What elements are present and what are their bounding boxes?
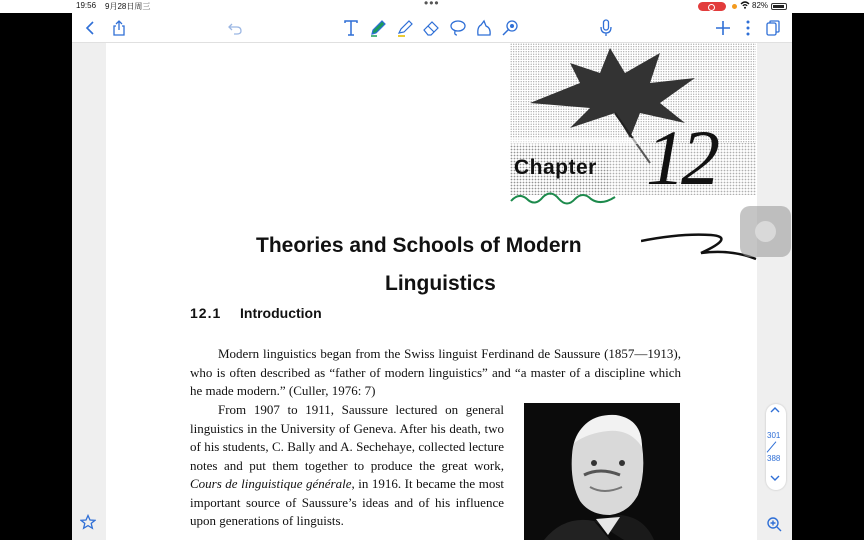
chapter-label: Chapter (514, 156, 597, 179)
add-icon[interactable] (714, 17, 732, 39)
page-down-icon[interactable] (770, 474, 780, 485)
section-title: Introduction (240, 305, 322, 321)
section-number: 12.1 (190, 305, 222, 321)
chapter-title-line2: Linguistics (385, 272, 496, 295)
floating-assistive-button[interactable] (740, 206, 791, 257)
left-gutter (72, 43, 106, 540)
status-bar (0, 0, 864, 13)
multitask-dots-icon[interactable]: ••• (424, 0, 440, 10)
pages-icon[interactable] (764, 17, 782, 39)
status-date: 9月28日周三 (105, 2, 151, 11)
more-icon[interactable] (742, 17, 754, 39)
page-navigator (766, 404, 786, 490)
green-ink-squiggle (509, 189, 619, 211)
share-icon[interactable] (110, 17, 128, 39)
bookmark-star-icon[interactable] (80, 514, 96, 535)
highlighter-icon[interactable] (395, 17, 415, 39)
microphone-icon[interactable] (598, 17, 614, 39)
left-letterbox (0, 13, 72, 540)
chapter-title-line1: Theories and Schools of Modern (256, 234, 582, 257)
battery-level: 82% (752, 1, 769, 10)
battery-icon (771, 3, 787, 10)
book-title: Cours de linguistique générale (190, 476, 352, 491)
paragraph-2-text-b: , in 1916. It became the most important source of Saussure’s ideas and of his influence upon generations of linguists. (190, 476, 504, 528)
right-letterbox (792, 13, 864, 540)
toolbar (0, 13, 864, 43)
lasso-icon[interactable] (448, 17, 468, 39)
pen-icon[interactable] (368, 17, 388, 39)
status-time: 19:56 (76, 1, 97, 10)
wifi-icon (740, 0, 750, 12)
paragraph-1 (190, 345, 681, 401)
text-tool-icon[interactable] (342, 17, 360, 39)
page-separator (767, 441, 777, 452)
document-page[interactable] (106, 43, 757, 540)
back-icon[interactable] (82, 17, 98, 39)
screen-record-icon[interactable] (698, 2, 726, 11)
eraser-icon[interactable] (421, 17, 441, 39)
sticker-icon[interactable] (500, 17, 520, 39)
shape-icon[interactable] (474, 17, 494, 39)
paragraph-1-text: Modern linguistics began from the Swiss linguist Ferdinand de Saussure (1857—1913), who is often described as “father of modern linguistics” and “a master of a discipline which he made modern.” (Culler, 1976: 7) (190, 346, 681, 398)
paragraph-2-text-a: From 1907 to 1911, Saussure lectured on general linguistics in the University of Geneva. After his death, two of his students, C. Bally and A. Sechehaye, collected lecture notes and put them together to produce the great work, (190, 402, 504, 473)
saussure-portrait (524, 403, 680, 540)
chapter-number: 12 (646, 114, 716, 201)
undo-icon[interactable] (226, 17, 244, 39)
page-up-icon[interactable] (770, 406, 780, 417)
zoom-icon[interactable] (766, 516, 782, 537)
mic-indicator-icon (732, 4, 737, 9)
paragraph-2 (190, 401, 504, 531)
current-page-number: 301 (767, 431, 781, 440)
total-pages-number: 388 (767, 454, 781, 463)
